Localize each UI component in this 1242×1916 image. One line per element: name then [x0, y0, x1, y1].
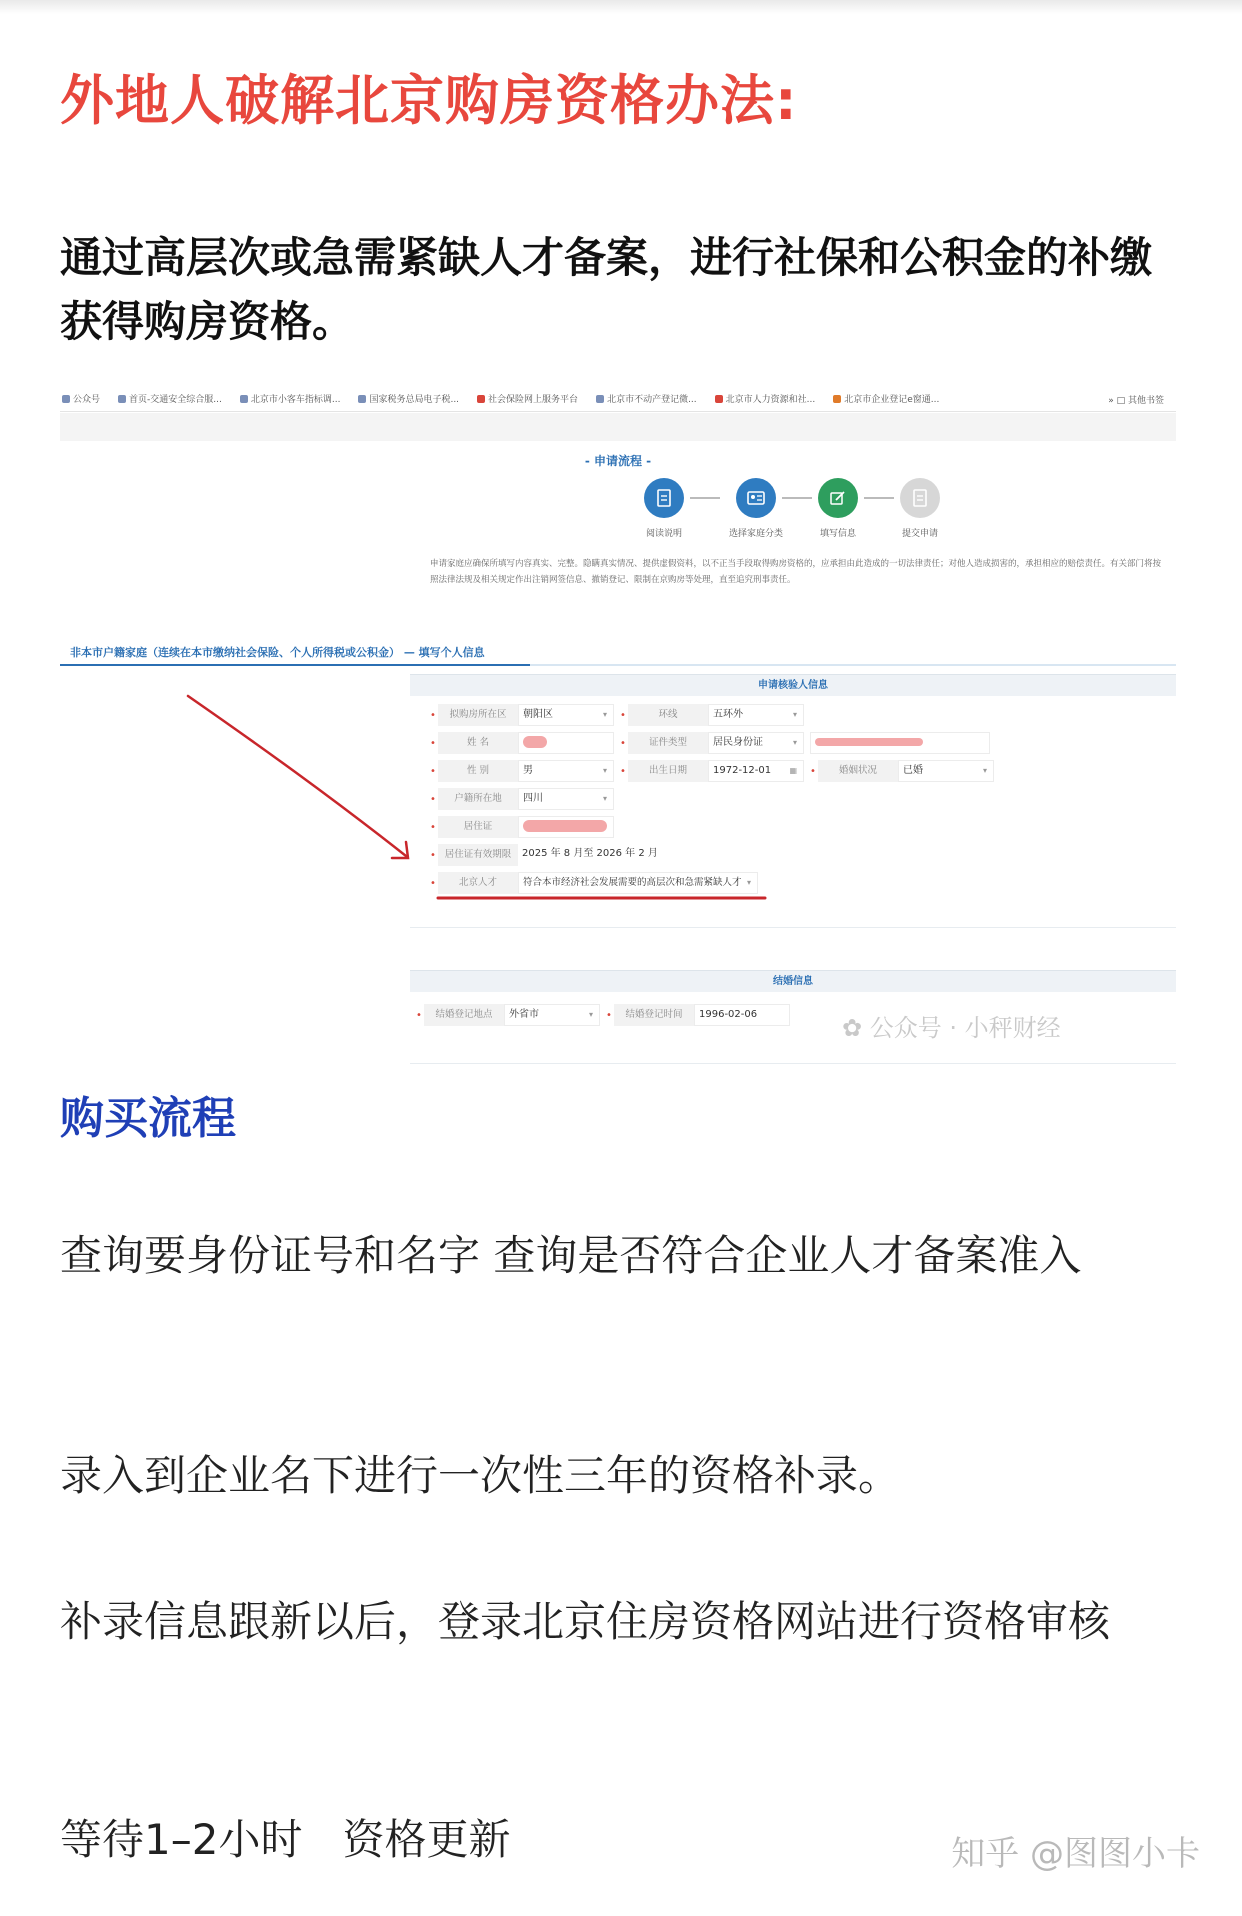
tab-personal-info[interactable]: 非本市户籍家庭（连续在本市缴纳社会保险、个人所得税或公积金） — 填写个人信息 [60, 640, 1176, 666]
bookmarks-more-button[interactable]: » □ 其他书签 [1108, 396, 1164, 406]
page-title: 外地人破解北京购房资格办法: [60, 69, 798, 132]
hukou-select[interactable]: 四川 ▾ [518, 788, 614, 810]
bookmark-icon [596, 395, 604, 403]
applicant-section-header: 申请核验人信息 [410, 674, 1176, 696]
marital-select[interactable]: 已婚 ▾ [898, 760, 994, 782]
marriage-section-header: 结婚信息 [410, 970, 1176, 992]
permit-validity-field[interactable]: • 居住证有效期限 2025 年 8 月至 2026 年 2 月 [430, 844, 778, 866]
required-icon: • [430, 709, 436, 721]
bookmark-item[interactable]: 公众号 [62, 392, 100, 405]
required-icon: • [606, 1009, 612, 1021]
id-number-input[interactable] [810, 732, 990, 754]
zhihu-watermark: 知乎 @图图小卡 [951, 1834, 1200, 1874]
marriage-section-body [410, 992, 1176, 1064]
chevron-down-icon: ▾ [602, 710, 607, 719]
id-number-field[interactable] [810, 732, 990, 754]
bookmark-icon [118, 395, 126, 403]
step-read[interactable]: 阅读说明 [624, 478, 704, 539]
required-icon: • [810, 765, 816, 777]
section-title: 购买流程 [60, 1093, 236, 1144]
bookmark-item[interactable]: 北京市小客车指标调... [240, 392, 341, 405]
bookmark-icon [240, 395, 248, 403]
flow-title: - 申请流程 - [584, 454, 652, 468]
wechat-watermark: ✿ 公众号 · 小秤财经 [842, 1014, 1061, 1042]
chevron-down-icon: ▾ [602, 766, 607, 775]
step-fill-info[interactable]: 填写信息 [798, 478, 878, 539]
chevron-down-icon: ▾ [588, 1010, 593, 1019]
annotation-arrow [180, 686, 780, 916]
required-icon: • [620, 765, 626, 777]
paragraph-3: 补录信息跟新以后，登录北京住房资格网站进行资格审核 [60, 1597, 1111, 1646]
bookmark-item[interactable]: 首页-交通安全综合服... [118, 392, 222, 405]
required-icon: • [430, 877, 436, 889]
required-icon: • [416, 1009, 422, 1021]
paragraph-1: 查询要身份证号和名字 查询是否符合企业人才备案准入 [60, 1231, 1082, 1280]
beijing-talent-field[interactable]: • 北京人才 符合本市经济社会发展需要的高层次和急需紧缺人才 ▾ [430, 872, 758, 894]
edit-icon [818, 478, 858, 518]
required-icon: • [430, 765, 436, 777]
district-field[interactable]: • 拟购房所在区 朝阳区 ▾ [430, 704, 614, 726]
bookmark-item[interactable]: 北京市企业登记e窗通... [833, 392, 939, 405]
document-icon [900, 478, 940, 518]
required-icon: • [430, 737, 436, 749]
required-icon: • [430, 793, 436, 805]
page-header-strip [60, 413, 1176, 441]
required-icon: • [620, 709, 626, 721]
document-icon [644, 478, 684, 518]
chevron-down-icon: ▾ [746, 878, 751, 887]
hukou-field[interactable]: • 户籍所在地 四川 ▾ [430, 788, 614, 810]
marriage-time-field[interactable]: • 结婚登记时间 1996-02-06 [606, 1004, 790, 1026]
embedded-form-screenshot [60, 386, 1176, 1076]
chevron-down-icon: ▾ [792, 738, 797, 747]
bookmark-icon [477, 395, 485, 403]
bookmark-item[interactable]: 社会保险网上服务平台 [477, 392, 578, 405]
marriage-time-input[interactable]: 1996-02-06 [694, 1004, 790, 1026]
calendar-icon: ▦ [789, 766, 797, 775]
lead-paragraph: 通过高层次或急需紧缺人才备案，进行社保和公积金的补缴获得购房资格。 [60, 233, 1153, 346]
marriage-place-field[interactable]: • 结婚登记地点 外省市 ▾ [416, 1004, 600, 1026]
paragraph-4: 等待1–2小时 资格更新 [60, 1815, 511, 1864]
ring-field[interactable]: • 环线 五环外 ▾ [620, 704, 804, 726]
name-field[interactable]: • 姓 名 [430, 732, 614, 754]
birth-field[interactable]: • 出生日期 1972-12-01 ▦ [620, 760, 804, 782]
marriage-place-select[interactable]: 外省市 ▾ [504, 1004, 600, 1026]
bookmark-icon [833, 395, 841, 403]
chevron-down-icon: ▾ [792, 710, 797, 719]
tab-active-indicator [60, 664, 530, 666]
legal-notice: 申请家庭应确保所填写内容真实、完整。隐瞒真实情况、提供虚假资料，以不正当手段取得购房资格的，应承担由此造成的一切法律责任；对他人造成损害的，承担相应的赔偿责任。有关部门将按照法律法规及相关规定作出注销网签信息、撤销登记、限制在京购房等处理，直至追究刑事责任。 [430, 559, 1162, 585]
bookmark-item[interactable]: 北京市人力资源和社... [715, 392, 816, 405]
redaction-mark [815, 738, 923, 746]
gender-select[interactable]: 男 ▾ [518, 760, 614, 782]
bookmark-icon [62, 395, 70, 403]
ring-select[interactable]: 五环外 ▾ [708, 704, 804, 726]
required-icon: • [620, 737, 626, 749]
id-type-select[interactable]: 居民身份证 ▾ [708, 732, 804, 754]
gender-field[interactable]: • 性 别 男 ▾ [430, 760, 614, 782]
beijing-talent-select[interactable]: 符合本市经济社会发展需要的高层次和急需紧缺人才 ▾ [518, 872, 758, 894]
wechat-icon: ✿ [842, 1014, 863, 1042]
marital-field[interactable]: • 婚姻状况 已婚 ▾ [810, 760, 994, 782]
permit-validity-input[interactable]: 2025 年 8 月至 2026 年 2 月 [522, 848, 658, 859]
step-submit[interactable]: 提交申请 [880, 478, 960, 539]
id-type-field[interactable]: • 证件类型 居民身份证 ▾ [620, 732, 804, 754]
bookmark-icon [715, 395, 723, 403]
paragraph-2: 录入到企业名下进行一次性三年的资格补录。 [60, 1451, 901, 1500]
progress-steps [624, 478, 1044, 548]
step-family-type[interactable]: 选择家庭分类 [716, 478, 796, 539]
district-select[interactable]: 朝阳区 ▾ [518, 704, 614, 726]
bookmark-item[interactable]: 北京市不动产登记微... [596, 392, 697, 405]
chevron-down-icon: ▾ [982, 766, 987, 775]
top-shade [0, 0, 1242, 14]
id-card-icon [736, 478, 776, 518]
residence-permit-field[interactable]: • 居住证 [430, 816, 614, 838]
chevron-down-icon: ▾ [602, 794, 607, 803]
bookmark-item[interactable]: 国家税务总局电子税... [358, 392, 459, 405]
required-icon: • [430, 849, 436, 861]
bookmarks-bar [60, 386, 1176, 412]
bookmark-icon [358, 395, 366, 403]
required-icon: • [430, 821, 436, 833]
birth-date-input[interactable]: 1972-12-01 ▦ [708, 760, 804, 782]
